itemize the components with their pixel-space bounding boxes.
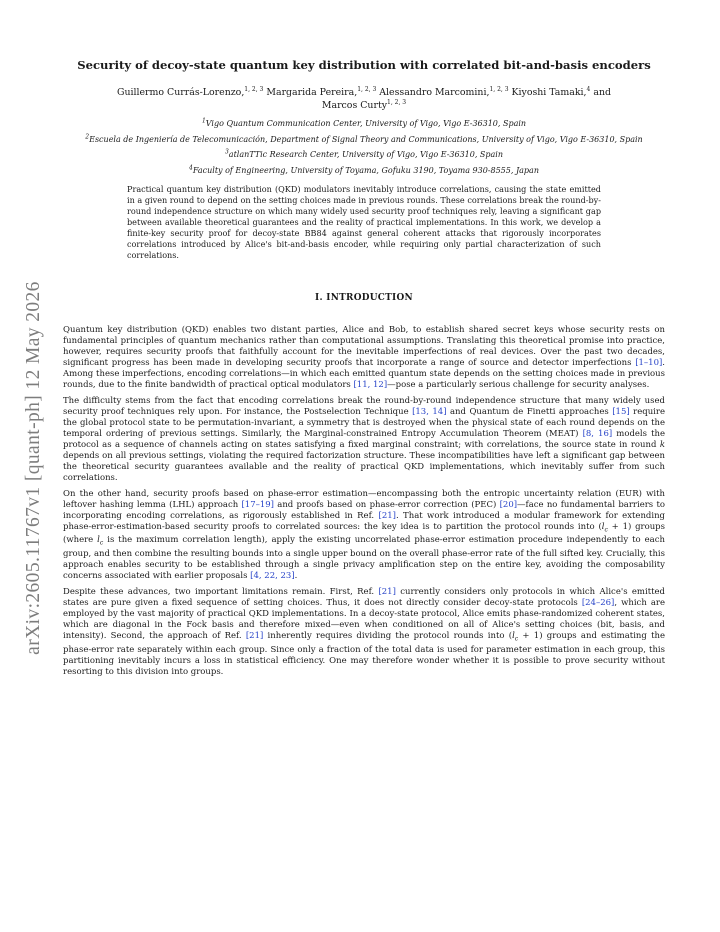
paragraph-text: —face no fundamental barriers to incorporating encoding correlations, as rigorously established in Ref. bbox=[63, 499, 665, 521]
author-name: Guillermo Currás-Lorenzo, bbox=[116, 87, 245, 98]
citation-link[interactable]: [13, 14] bbox=[412, 406, 447, 417]
citation-link[interactable]: [8, 16] bbox=[582, 428, 613, 439]
section-heading-introduction: I. INTRODUCTION bbox=[315, 292, 413, 303]
math-subscript: c bbox=[604, 526, 608, 534]
author-affiliation-marks: 1, 2, 3 bbox=[387, 98, 407, 106]
paragraph-text: models the protocol as a sequence of channels acting on states satisfying a fixed marginal constraint; with correlations, the source state in round bbox=[63, 428, 665, 450]
paragraph-text: . bbox=[294, 570, 298, 581]
affiliation-number: 4 bbox=[189, 164, 193, 172]
paragraph-text: is the maximum correlation length), apply the existing uncorrelated phase-error estimation procedure independently to each group, and then combine the resulting bounds into a single upper bound on the overall phase-error rate of the full sifted key. Crucially, this approach enables security to be established through a single privacy amplification step on the entire key, avoiding the composability concerns associated with earlier proposals bbox=[63, 535, 665, 581]
abstract: Practical quantum key distribution (QKD) modulators inevitably introduce correlations, causing the state emitted in a given round to depend on the setting choices made in previous rounds. These correlations break the round-by-round independence structure on which many widely used security proof techniques rely, leaving a significant gap between available theoretical guarantees and the reality of practical implementations. In this work, we develop a finite-key security proof for decoy-state BB84 against general coherent attacks that rigorously incorporates correlations introduced by Alice's bit-and-basis encoder, while requiring only partial characterization of such correlations. bbox=[127, 184, 601, 260]
affiliation-text: atlanTTic Research Center, University of Vigo, Vigo E-36310, Spain bbox=[228, 150, 504, 160]
paragraph-text: Despite these advances, two important limitations remain. First, Ref. bbox=[63, 586, 379, 597]
paragraph-text: and proofs based on phase-error correction (PEC) bbox=[273, 499, 500, 510]
paragraph-text: and Quantum de Finetti approaches bbox=[446, 406, 613, 417]
paragraph-text: Quantum key distribution (QKD) enables two distant parties, Alice and Bob, to establish shared secret keys whose security rests on fundamental principles of quantum mechanics rather than computational assumptions. Translating this theoretical promise into practice, however, requires security proofs that faithfully account for the inevitable imperfections of real devices. Over the past two decades, significant progress has been made in developing security proofs that incorporate a range of source and detector imperfections bbox=[63, 324, 665, 368]
body-paragraph bbox=[63, 587, 665, 678]
paragraph-text: + 1) groups (where bbox=[63, 521, 665, 546]
citation-link[interactable]: [17–19] bbox=[241, 499, 274, 510]
paragraph-text: On the other hand, security proofs based on phase-error estimation—encompassing both the entropic uncertainty relation (EUR) with leftover hashing lemma (LHL) approach bbox=[63, 488, 665, 510]
author-name: Kiyoshi Tamaki, bbox=[511, 87, 587, 98]
citation-link[interactable]: [21] bbox=[378, 510, 396, 521]
body-paragraph bbox=[63, 489, 665, 582]
paragraph-text: + 1) groups and estimating the phase-error rate separately within each group. Since only a fraction of the total data is used for parameter estimation in each group, this partitioning inevitably incurs a loss in statistical efficiency. One may therefore wonder whether it is possible to prove security without resorting to this division into groups. bbox=[63, 630, 665, 677]
introduction-body bbox=[63, 325, 665, 678]
body-paragraph bbox=[63, 396, 665, 484]
paragraph-text: require the global protocol state to be permutation-invariant, a symmetry that is destroyed when the physical state of each round depends on the temporal ordering of previous settings. Similarly, the Marginal-constrained Entropy Accumulation Theorem (MEAT) bbox=[63, 406, 665, 439]
paragraph-text: The difficulty stems from the fact that encoding correlations break the round-by-round independence structure that many widely used security proof techniques rely upon. For instance, the Postselection Technique bbox=[63, 395, 665, 417]
affiliation-text: Faculty of Engineering, University of Toyama, Gofuku 3190, Toyama 930-8555, Japan bbox=[192, 165, 539, 175]
author-affiliation-marks: 4 bbox=[586, 85, 591, 93]
affiliation-text: Escuela de Ingeniería de Telecomunicación, Department of Signal Theory and Communications, University of Vigo, Vigo E-36310, Spain bbox=[89, 134, 643, 144]
paragraph-text: . Among these imperfections, encoding correlations—in which each emitted quantum state depends on the setting choices made in previous rounds, due to the finite bandwidth of practical optical modulators bbox=[63, 357, 665, 390]
arxiv-sidebar-stamp bbox=[12, 240, 56, 695]
author-name: Alessandro Marcomini, bbox=[379, 87, 490, 98]
citation-link[interactable]: [21] bbox=[245, 630, 264, 641]
math-symbol: l bbox=[512, 630, 515, 641]
paragraph-text: inherently requires dividing the protocol rounds into ( bbox=[263, 630, 513, 641]
math-symbol: k bbox=[659, 439, 665, 450]
author-list bbox=[103, 87, 625, 112]
citation-link[interactable]: [20] bbox=[499, 499, 518, 510]
affiliation-list bbox=[63, 118, 665, 176]
arxiv-identifier: arXiv:2605.11767v1 [quant-ph] 12 May 2026 bbox=[23, 280, 45, 655]
affiliation-number: 2 bbox=[85, 133, 90, 141]
math-symbol: l bbox=[97, 535, 100, 546]
citation-link[interactable]: [24–26] bbox=[581, 597, 615, 608]
citation-link[interactable]: [11, 12] bbox=[353, 379, 388, 390]
affiliation-number: 3 bbox=[224, 148, 229, 156]
paper-title: Security of decoy-state quantum key distribution with correlated bit-and-basis encoders bbox=[77, 58, 651, 72]
citation-link[interactable]: [1–10] bbox=[635, 357, 663, 368]
author-affiliation-marks: 1, 2, 3 bbox=[489, 85, 509, 93]
author-name: and Marcos Curty bbox=[321, 87, 611, 111]
affiliation bbox=[63, 149, 665, 161]
author-affiliation-marks: 1, 2, 3 bbox=[357, 85, 377, 93]
author-name: Margarida Pereira, bbox=[266, 87, 358, 98]
paragraph-text: —pose a particularly serious challenge for security analyses. bbox=[387, 379, 650, 390]
affiliation bbox=[63, 118, 665, 130]
citation-link[interactable]: [4, 22, 23] bbox=[250, 570, 295, 581]
affiliation bbox=[63, 134, 665, 146]
math-subscript: c bbox=[514, 635, 519, 643]
math-subscript: c bbox=[99, 539, 104, 547]
paper-page bbox=[63, 58, 665, 683]
paragraph-text: currently considers only protocols in which Alice's emitted states are pure given a fixed sequence of setting choices. Thus, it does not directly consider decoy-state protocols bbox=[63, 586, 665, 608]
math-symbol: l bbox=[601, 521, 605, 532]
affiliation-number: 1 bbox=[201, 117, 206, 125]
affiliation bbox=[63, 165, 665, 177]
paragraph-text: . That work introduced a modular framework for extending phase-error-estimation-based security proofs to correlated sources: the key idea is to partition the protocol rounds into ( bbox=[63, 510, 665, 532]
citation-link[interactable]: [21] bbox=[378, 586, 396, 597]
paragraph-text: depends on all previous settings, violating the required factorization structure. These incompatibilities have left a significant gap between the theoretical security guarantees available and the reality of practical QKD implementations, which inevitably suffer from such correlations. bbox=[63, 450, 665, 483]
body-paragraph bbox=[63, 325, 665, 391]
paragraph-text: , which are employed by the vast majority of practical QKD implementations. In a decoy-state protocol, Alice emits phase-randomized coherent states, which are diagonal in the Fock basis and therefore mixed—even when conditioned on all of Alice's setting choices (bit, basis, and intensity). Second, the approach of Ref. bbox=[63, 597, 665, 641]
affiliation-text: Vigo Quantum Communication Center, University of Vigo, Vigo E-36310, Spain bbox=[205, 119, 527, 129]
author-affiliation-marks: 1, 2, 3 bbox=[244, 85, 264, 93]
citation-link[interactable]: [15] bbox=[612, 406, 630, 417]
